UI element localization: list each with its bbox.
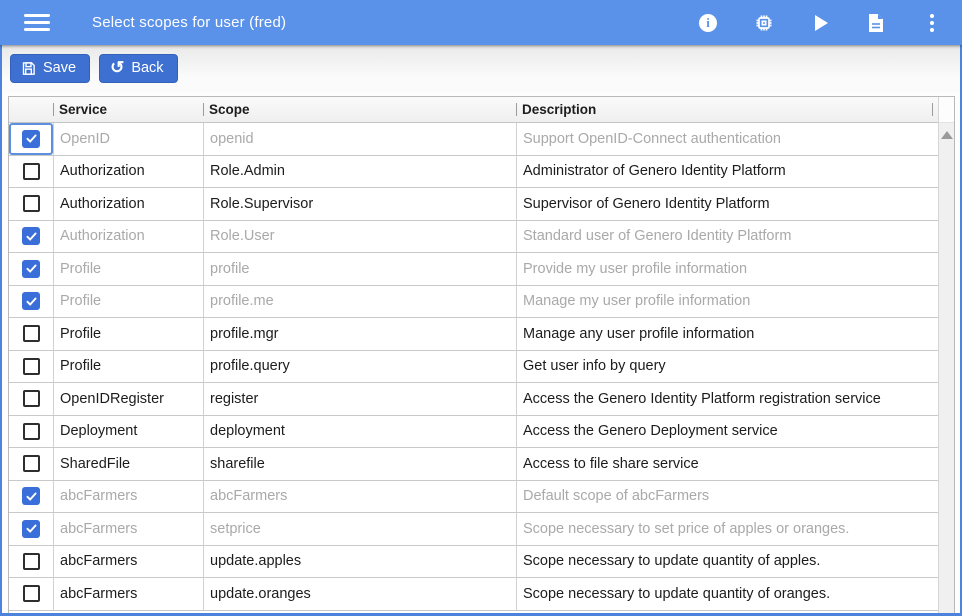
description-cell[interactable]: Standard user of Genero Identity Platform [516, 221, 938, 253]
checkbox-cell [9, 286, 53, 318]
scope-cell[interactable]: profile.query [203, 351, 516, 383]
menu-icon[interactable] [24, 14, 50, 31]
checkbox-cell [9, 578, 53, 610]
description-cell[interactable]: Access the Genero Deployment service [516, 416, 938, 448]
checkbox-cell [9, 188, 53, 220]
scope-cell[interactable]: setprice [203, 513, 516, 545]
checkbox-unchecked[interactable] [23, 585, 40, 602]
scope-cell[interactable]: update.apples [203, 546, 516, 578]
scope-cell[interactable]: register [203, 383, 516, 415]
scope-cell[interactable]: deployment [203, 416, 516, 448]
titlebar [0, 0, 962, 45]
scope-cell[interactable]: sharefile [203, 448, 516, 480]
checkbox-column-header [9, 97, 53, 122]
checkbox-unchecked[interactable] [23, 195, 40, 212]
scopes-table [8, 96, 955, 613]
checkbox-cell [9, 448, 53, 480]
scope-cell[interactable]: profile.me [203, 286, 516, 318]
table-row [9, 383, 938, 416]
save-button-label: Save [43, 60, 77, 76]
service-cell[interactable]: Authorization [53, 188, 203, 220]
checkbox-unchecked[interactable] [23, 163, 40, 180]
description-cell[interactable]: Access the Genero Identity Platform registration service [516, 383, 938, 415]
table-row [9, 286, 938, 319]
table-row [9, 318, 938, 351]
service-cell[interactable]: Authorization [53, 156, 203, 188]
checkbox-cell [9, 123, 53, 155]
checkbox-cell [9, 156, 53, 188]
scope-cell[interactable]: profile.mgr [203, 318, 516, 350]
chip-debug-icon[interactable] [754, 13, 774, 33]
description-cell[interactable]: Scope necessary to update quantity of apples. [516, 546, 938, 578]
checkbox-unchecked[interactable] [23, 553, 40, 570]
checkbox-checked[interactable] [22, 260, 40, 278]
scrollbar-corner [939, 97, 954, 123]
service-cell[interactable]: abcFarmers [53, 513, 203, 545]
checkbox-checked[interactable] [22, 292, 40, 310]
service-cell[interactable]: SharedFile [53, 448, 203, 480]
checkbox-checked[interactable] [22, 487, 40, 505]
service-cell[interactable]: Profile [53, 318, 203, 350]
table-row [9, 578, 938, 611]
service-cell[interactable]: OpenID [53, 123, 203, 155]
table-row [9, 448, 938, 481]
service-cell[interactable]: abcFarmers [53, 546, 203, 578]
page-title: Select scopes for user (fred) [92, 14, 287, 31]
scope-cell[interactable]: Role.Admin [203, 156, 516, 188]
service-cell[interactable]: Deployment [53, 416, 203, 448]
description-cell[interactable]: Manage any user profile information [516, 318, 938, 350]
description-cell[interactable]: Scope necessary to set price of apples or oranges. [516, 513, 938, 545]
checkbox-cell [9, 546, 53, 578]
service-cell[interactable]: abcFarmers [53, 578, 203, 610]
checkbox-cell [9, 416, 53, 448]
service-cell[interactable]: Profile [53, 253, 203, 285]
table-row [9, 513, 938, 546]
table-row [9, 156, 938, 189]
save-button[interactable] [10, 54, 90, 83]
scope-cell[interactable]: profile [203, 253, 516, 285]
checkbox-cell [9, 318, 53, 350]
table-row [9, 123, 938, 156]
checkbox-unchecked[interactable] [23, 455, 40, 472]
service-column-header[interactable]: Service [53, 97, 203, 122]
table-row [9, 546, 938, 579]
checkbox-unchecked[interactable] [23, 390, 40, 407]
info-icon[interactable]: i [698, 13, 718, 33]
checkbox-unchecked[interactable] [23, 423, 40, 440]
vertical-scrollbar[interactable] [938, 97, 954, 613]
checkbox-unchecked[interactable] [23, 358, 40, 375]
table-body [9, 123, 938, 611]
description-cell[interactable]: Administrator of Genero Identity Platform [516, 156, 938, 188]
service-cell[interactable]: abcFarmers [53, 481, 203, 513]
scroll-up-arrow[interactable] [941, 131, 953, 139]
scope-cell[interactable]: Role.User [203, 221, 516, 253]
description-cell[interactable]: Manage my user profile information [516, 286, 938, 318]
checkbox-unchecked[interactable] [23, 325, 40, 342]
table-row [9, 221, 938, 254]
scope-cell[interactable]: abcFarmers [203, 481, 516, 513]
back-button[interactable] [99, 54, 178, 83]
scope-column-header[interactable]: Scope [203, 97, 516, 122]
checkbox-cell [9, 351, 53, 383]
description-cell[interactable]: Scope necessary to update quantity of oranges. [516, 578, 938, 610]
table-row [9, 188, 938, 221]
description-cell[interactable]: Support OpenID-Connect authentication [516, 123, 938, 155]
checkbox-checked[interactable] [22, 520, 40, 538]
run-icon[interactable] [810, 13, 830, 33]
checkbox-cell [9, 513, 53, 545]
checkbox-checked[interactable] [22, 227, 40, 245]
table-header-row [9, 97, 938, 123]
table-row [9, 416, 938, 449]
checkbox-cell [9, 253, 53, 285]
checkbox-cell [9, 221, 53, 253]
checkbox-cell [9, 383, 53, 415]
table-row [9, 253, 938, 286]
table-row [9, 351, 938, 384]
toolbar [2, 45, 960, 92]
checkbox-cell [9, 481, 53, 513]
scope-cell[interactable]: update.oranges [203, 578, 516, 610]
description-cell[interactable]: Access to file share service [516, 448, 938, 480]
save-icon [21, 61, 36, 76]
checkbox-checked[interactable] [22, 130, 40, 148]
service-cell[interactable]: Profile [53, 286, 203, 318]
description-cell[interactable]: Provide my user profile information [516, 253, 938, 285]
scope-cell[interactable]: openid [203, 123, 516, 155]
titlebar-actions [698, 13, 942, 33]
service-cell[interactable]: OpenIDRegister [53, 383, 203, 415]
undo-icon: ↺ [110, 57, 125, 77]
service-cell[interactable]: Authorization [53, 221, 203, 253]
description-cell[interactable]: Supervisor of Genero Identity Platform [516, 188, 938, 220]
log-document-icon[interactable] [866, 13, 886, 33]
kebab-menu-icon[interactable] [922, 13, 942, 33]
scope-cell[interactable]: Role.Supervisor [203, 188, 516, 220]
table-row [9, 481, 938, 514]
description-column-header[interactable]: Description [516, 97, 932, 122]
window-body [0, 45, 962, 616]
scrollbar-track[interactable] [939, 123, 954, 613]
description-cell[interactable]: Get user info by query [516, 351, 938, 383]
back-button-label: Back [131, 60, 164, 76]
service-cell[interactable]: Profile [53, 351, 203, 383]
description-cell[interactable]: Default scope of abcFarmers [516, 481, 938, 513]
